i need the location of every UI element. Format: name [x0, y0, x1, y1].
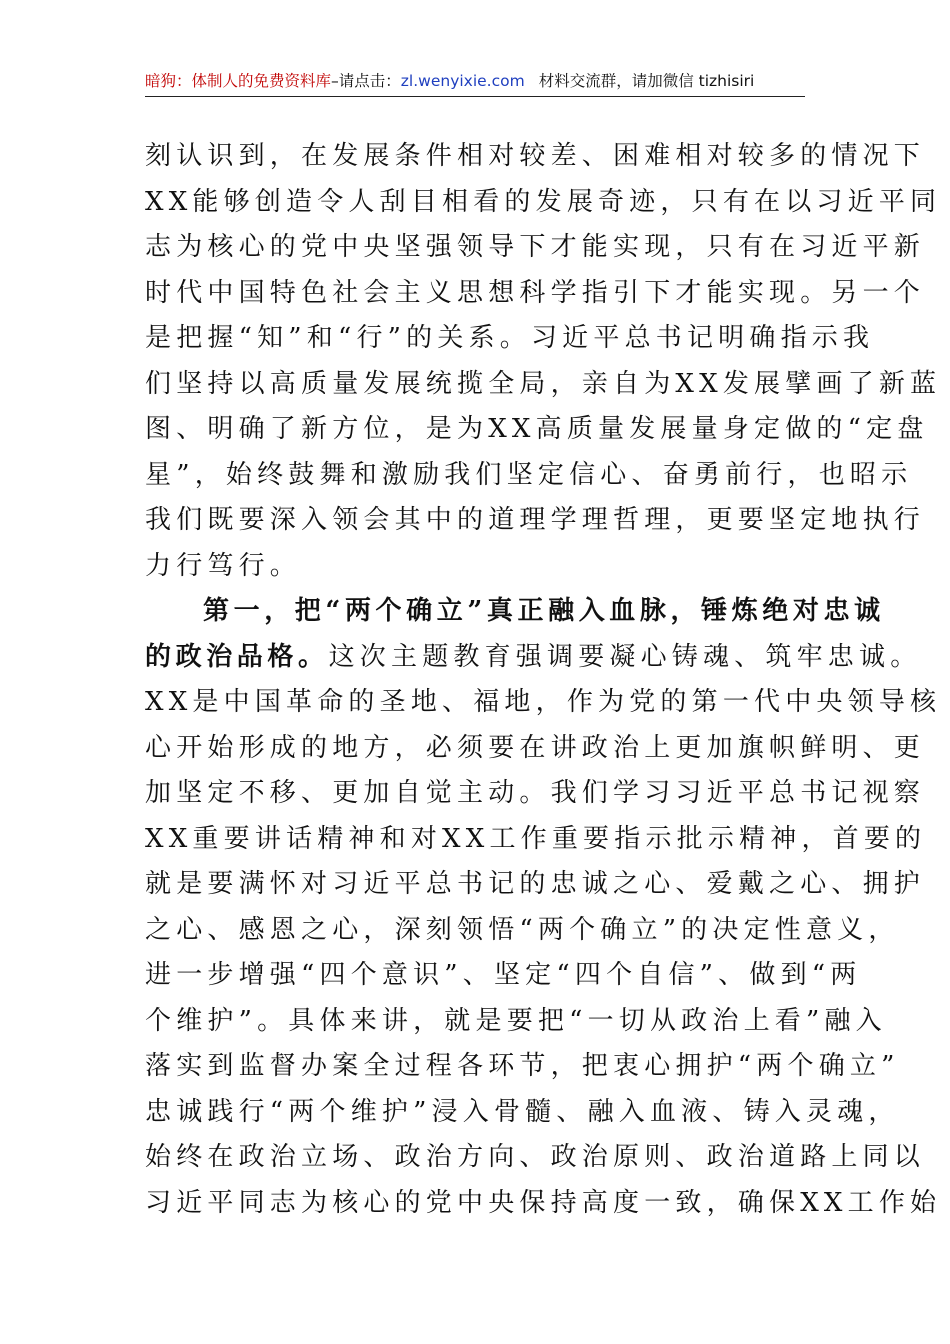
text-line: 心开始形成的地方，必须要在讲政治上更加旗帜鲜明、更: [145, 732, 926, 763]
text-line: 加坚定不移、更加自觉主动。我们学习习近平总书记视察: [145, 778, 926, 808]
text-line: 时代中国特色社会主义思想科学指引下才能实现。另一个: [145, 277, 926, 308]
text-line: 忠诚践行“两个维护”浸入骨髓、融入血液、铸入灵魂，: [145, 1096, 900, 1127]
text-line: 落实到监督办案全过程各环节，把衷心拥护“两个确立”: [145, 1051, 900, 1081]
text-line: 志为核心的党中央坚强领导下才能实现，只有在习近平新: [145, 232, 926, 262]
header-brand: 暗狗：体制人的免费资料库: [145, 72, 332, 90]
text-line: 之心、感恩之心，深刻领悟“两个确立”的决定性意义，: [145, 914, 900, 945]
text-line: 刻认识到，在发展条件相对较差、困难相对较多的情况下: [145, 141, 926, 171]
text-line: 星”，始终鼓舞和激励我们坚定信心、奋勇前行，也昭示: [145, 459, 913, 490]
section-heading-end: 的政治品格。: [145, 641, 329, 672]
text-line: 力行笃行。: [145, 550, 302, 581]
document-body: [145, 134, 942, 1226]
text-line: 习近平同志为核心的党中央保持高度一致，确保XX工作始: [145, 1187, 942, 1218]
text-line: XX重要讲话精神和对XX工作重要指示批示精神，首要的: [145, 823, 927, 854]
text-line: [145, 635, 922, 681]
header-prompt: –请点击：: [331, 72, 401, 90]
text-run: 这次主题教育强调要凝心铸魂、筑牢忠诚。: [328, 641, 922, 672]
text-line: 是把握“知”和“行”的关系。习近平总书记明确指示我: [145, 323, 875, 353]
text-line: XX是中国革命的圣地、福地，作为党的第一代中央领导核: [145, 687, 942, 717]
text-line: 们坚持以高质量发展统揽全局，亲自为XX发展擘画了新蓝: [145, 368, 942, 399]
header-url-link[interactable]: zl.wenyixie.com: [400, 72, 525, 90]
page-header: [145, 66, 805, 97]
text-line: 图、明确了新方位，是为XX高质量发展量身定做的“定盘: [145, 414, 929, 444]
header-wechat-note: 材料交流群，请加微信 tizhisiri: [538, 72, 755, 90]
text-line: 进一步增强“四个意识”、坚定“四个自信”、做到“两: [145, 960, 862, 990]
text-line: 个维护”。具体来讲，就是要把“一切从政治上看”融入: [145, 1005, 887, 1036]
text-line: XX能够创造令人刮目相看的发展奇迹，只有在以习近平同: [145, 186, 942, 217]
text-line: 始终在政治立场、政治方向、政治原则、政治道路上同以: [145, 1142, 926, 1172]
text-line: 我们既要深入领会其中的道理学理哲理，更要坚定地执行: [145, 505, 926, 535]
text-line: 就是要满怀对习近平总书记的忠诚之心、爱戴之心、拥护: [145, 869, 926, 899]
section-heading: 第一，把“两个确立”真正融入血脉，锤炼绝对忠诚: [203, 596, 885, 626]
